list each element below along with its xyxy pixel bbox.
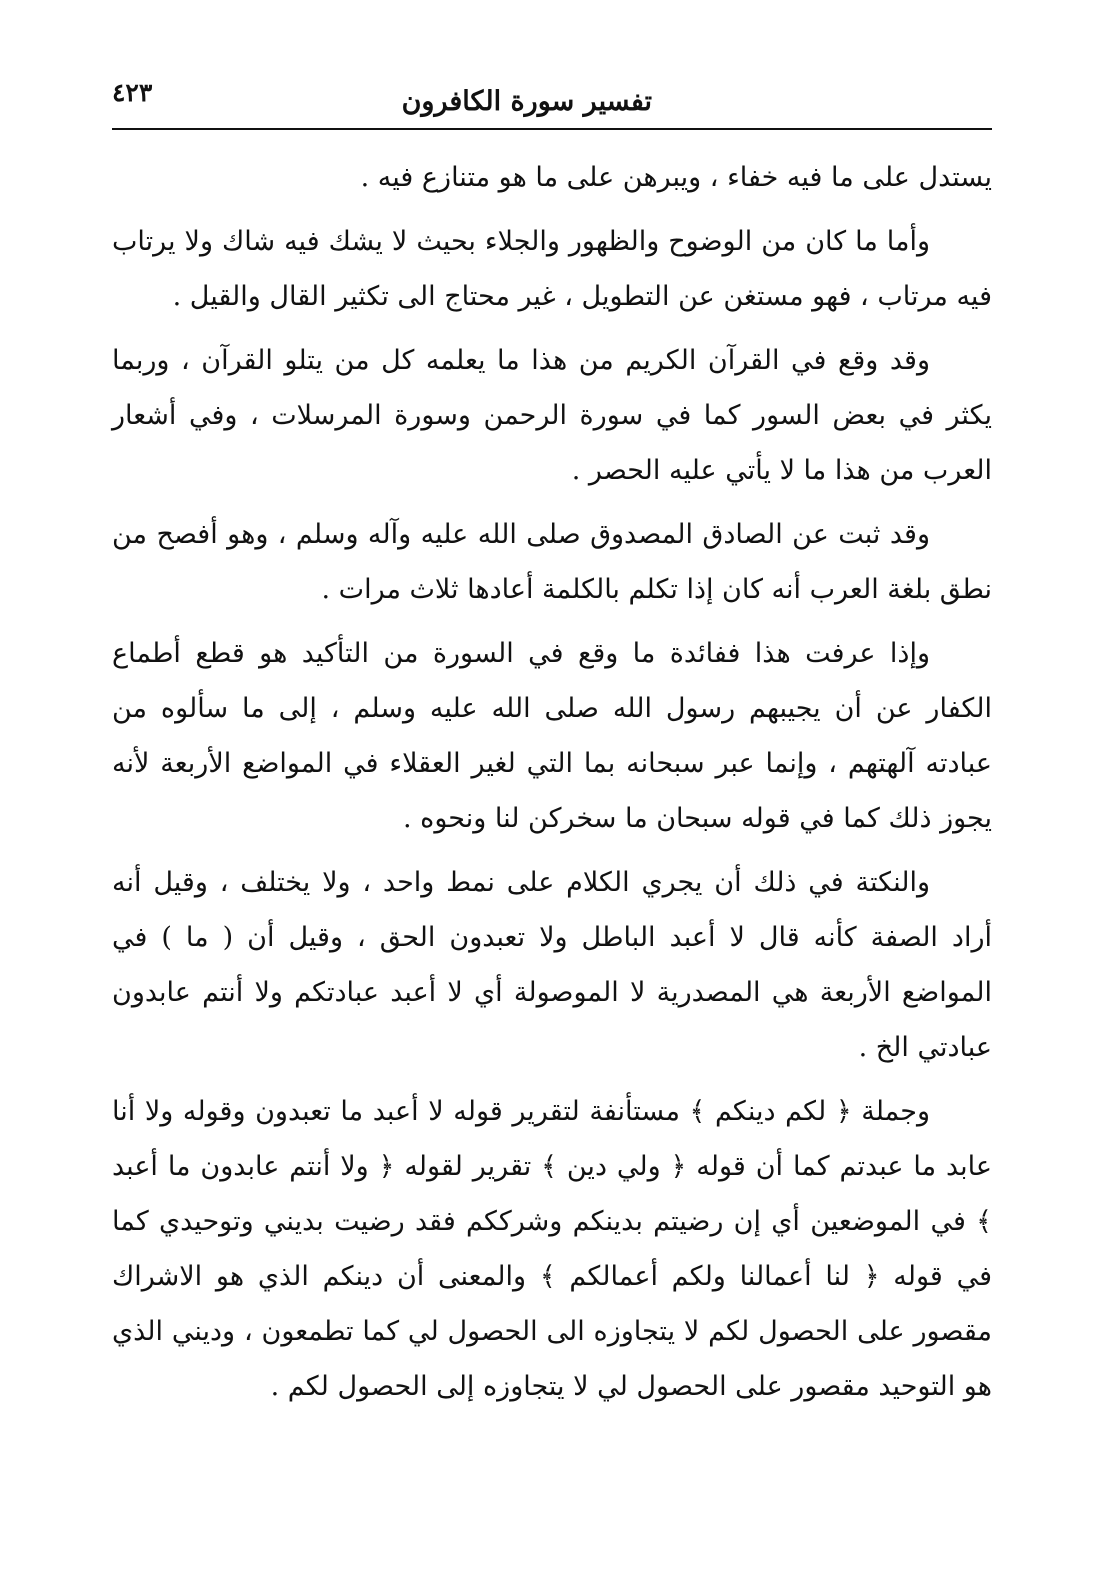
page-body [112, 150, 992, 1423]
running-title: تفسير سورة الكافرون [401, 86, 652, 117]
paragraph: والنكتة في ذلك أن يجري الكلام على نمط واحد ، ولا يختلف ، وقيل أنه أراد الصفة كأنه قال لا أعبد الباطل ولا تعبدون الحق ، وقيل أن ( ما ) في المواضع الأربعة هي المصدرية لا الموصولة أي لا أعبد عبادتكم ولا أنتم عابدون عبادتي الخ . [112, 867, 992, 1063]
paragraph: وأما ما كان من الوضوح والظهور والجلاء بحيث لا يشك فيه شاك ولا يرتاب فيه مرتاب ، فهو مستغن عن التطويل ، غير محتاج الى تكثير القال والقيل . [112, 226, 992, 312]
paragraph: وإذا عرفت هذا ففائدة ما وقع في السورة من التأكيد هو قطع أطماع الكفار عن أن يجيبهم رسول الله صلى الله عليه وسلم ، إلى ما سألوه من عبادته آلهتهم ، وإنما عبر سبحانه بما التي لغير العقلاء في المواضع الأربعة لأنه يجوز ذلك كما في قوله سبحان ما سخركن لنا ونحوه . [112, 638, 992, 834]
page-number: ٤٢٣ [112, 78, 153, 107]
page-header [112, 78, 992, 130]
paragraph: وقد ثبت عن الصادق المصدوق صلى الله عليه وآله وسلم ، وهو أفصح من نطق بلغة العرب أنه كان إذا تكلم بالكلمة أعادها ثلاث مرات . [112, 519, 992, 605]
paragraph: وجملة ﴿ لكم دينكم ﴾ مستأنفة لتقرير قوله لا أعبد ما تعبدون وقوله ولا أنا عابد ما عبدتم كما أن قوله ﴿ ولي دين ﴾ تقرير لقوله ﴿ ولا أنتم عابدون ما أعبد ﴾ في الموضعين أي إن رضيتم بدينكم وشرككم فقد رضيت بديني وتوحيدي كما في قوله ﴿ لنا أعمالنا ولكم أعمالكم ﴾ والمعنى أن دينكم الذي هو الاشراك مقصور على الحصول لكم لا يتجاوزه الى الحصول لي كما تطمعون ، وديني الذي هو التوحيد مقصور على الحصول لي لا يتجاوزه إلى الحصول لكم . [112, 1096, 992, 1402]
paragraph: وقد وقع في القرآن الكريم من هذا ما يعلمه كل من يتلو القرآن ، وربما يكثر في بعض السور كما في سورة الرحمن وسورة المرسلات ، وفي أشعار العرب من هذا ما لا يأتي عليه الحصر . [112, 345, 992, 486]
paragraph-continuation: يستدل على ما فيه خفاء ، ويبرهن على ما هو متنازع فيه . [360, 162, 992, 193]
